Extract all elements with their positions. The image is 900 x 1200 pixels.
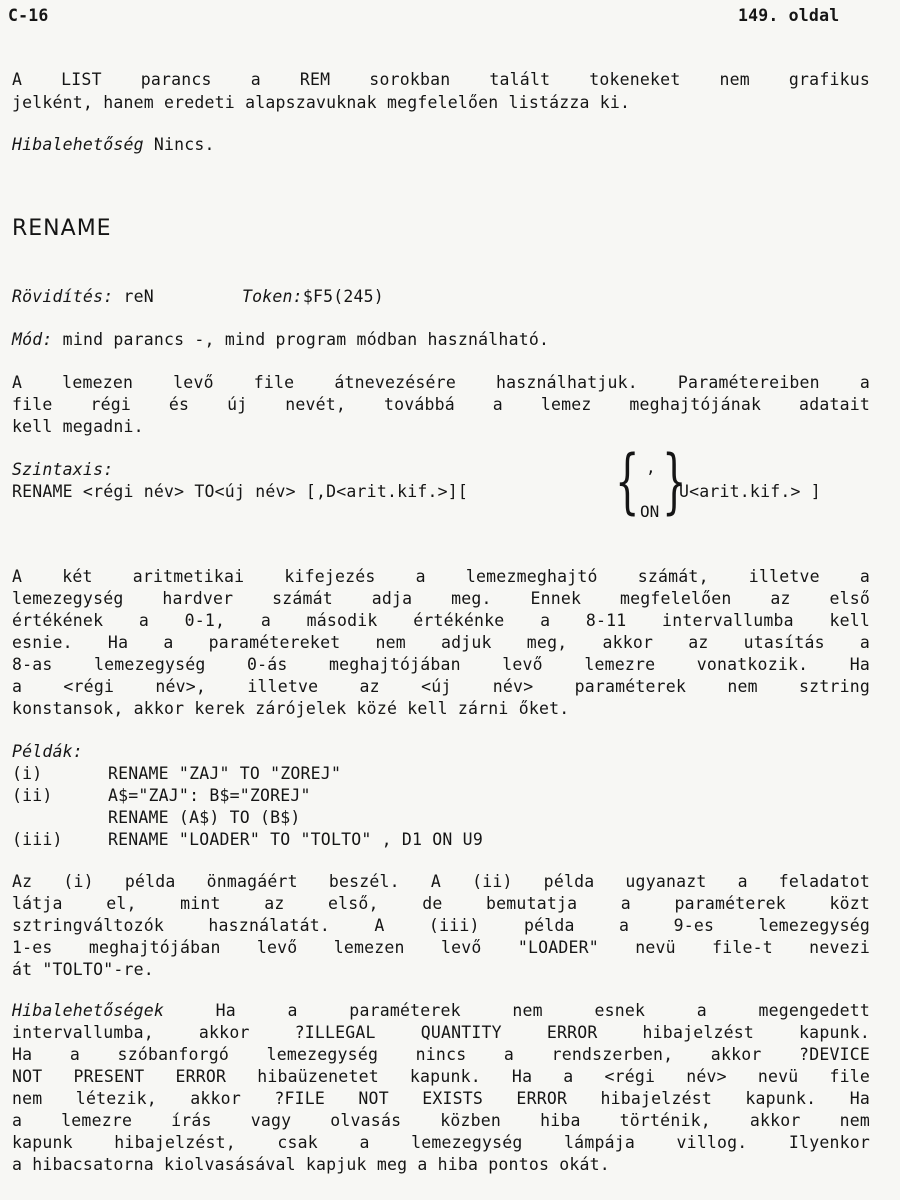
intro-line-2: file régi és új nevét, továbbá a lemez meghajtójának adatait	[12, 395, 870, 414]
examples-explain-line-3: sztringváltozók használatát. A (iii) példa a 9-es lemezegység	[12, 916, 870, 935]
errors-first-line: Ha a paraméterek nem esnek a megengedett	[164, 1001, 870, 1020]
errors-line-5: nem létezik, akkor ?FILE NOT EXISTS ERROR hibajelzést kapunk. Ha	[12, 1089, 870, 1108]
intro-line-1: A lemezen levő file átnevezésére használhatjuk. Paramétereiben a	[12, 373, 870, 392]
errors-line-3: Ha a szóbanforgó lemezegység nincs a rendszerben, akkor ?DEVICE	[12, 1045, 870, 1064]
errors-line-4: NOT PRESENT ERROR hibaüzenetet kapunk. Ha a <régi név> nevü file	[12, 1067, 870, 1086]
mode-label: Mód:	[12, 330, 53, 349]
page-number: 149. oldal	[738, 6, 840, 25]
list-errors-label: Hibalehetőség	[12, 135, 144, 154]
explain-line-7: konstansok, akkor kerek zárójelek közé kell zárni őket.	[12, 699, 570, 718]
abbrev-line	[12, 287, 154, 307]
errors-line-7: kapunk hibajelzést, csak a lemezegység lámpája villog. Ilyenkor	[12, 1133, 870, 1152]
syntax-left: RENAME <régi név> TO<új név> [,D<arit.kif.>][	[12, 482, 469, 501]
example-num: (i)	[12, 764, 43, 783]
example-num: (ii)	[12, 786, 53, 805]
example-code: RENAME (A$) TO (B$)	[108, 808, 301, 827]
errors-line-8: a hibacsatorna kiolvasásával kapjuk meg a hiba pontos okát.	[12, 1155, 610, 1174]
page-code: C-16	[8, 6, 49, 25]
examples-label: Példák:	[12, 742, 83, 761]
explain-line-2: lemezegység hardver számát adja meg. Ennek megfelelően az első	[12, 589, 870, 608]
token-label: Token:	[242, 287, 303, 306]
mode-line	[12, 330, 549, 350]
examples-explain-line-2: látja el, mint az első, de bemutatja a paraméterek közt	[12, 894, 870, 913]
errors-line-2: intervallumba, akkor ?ILLEGAL QUANTITY ERROR hibajelzést kapunk.	[12, 1023, 870, 1042]
syntax-label: Szintaxis:	[12, 460, 114, 479]
abbrev-label: Rövidítés:	[12, 287, 114, 306]
example-num: (iii)	[12, 830, 63, 849]
explain-line-1: A két aritmetikai kifejezés a lemezmeghajtó számát, illetve a	[12, 567, 870, 586]
abbrev-value: reN	[113, 287, 154, 306]
errors-line-6: a lemezre írás vagy olvasás közben hiba történik, akkor nem	[12, 1111, 870, 1130]
token-value: $F5(245)	[302, 287, 384, 306]
examples-explain-line-1: Az (i) példa önmagáért beszél. A (ii) példa ugyanazt a feladatot	[12, 872, 870, 891]
section-title: RENAME	[12, 216, 112, 241]
syntax-option-bottom: ON	[640, 502, 660, 521]
syntax-left-brace: {	[615, 440, 640, 522]
list-para-line-1: A LIST parancs a REM sorokban talált tokeneket nem grafikus	[12, 70, 870, 89]
list-para-line-2: jelként, hanem eredeti alapszavuknak megfelelően listázza ki.	[12, 93, 631, 112]
examples-explain-line-5: át "TOLTO"-re.	[12, 960, 154, 979]
explain-line-5: 8-as lemezegység 0-ás meghajtójában levő lemezre vonatkozik. Ha	[12, 655, 870, 674]
intro-line-3: kell megadni.	[12, 417, 144, 436]
mode-value: mind parancs -, mind program módban használható.	[52, 330, 550, 349]
explain-line-6: a <régi név>, illetve az <új név> paraméterek nem sztring	[12, 677, 870, 696]
explain-line-3: értékének a 0-1, a második értékénke a 8-11 intervallumba kell	[12, 611, 870, 630]
explain-line-4: esnie. Ha a paramétereket nem adjuk meg, akkor az utasítás a	[12, 633, 870, 652]
list-errors-text: Nincs.	[143, 135, 215, 154]
example-code: A$="ZAJ": B$="ZOREJ"	[108, 786, 311, 805]
syntax-right: U<arit.kif.> ]	[679, 482, 821, 501]
errors-line-1	[12, 1001, 870, 1021]
syntax-option-top: ,	[646, 458, 656, 477]
errors-label: Hibalehetőségek	[12, 1001, 165, 1020]
token-line	[242, 287, 384, 307]
syntax-right-brace: }	[662, 440, 687, 522]
examples-explain-line-4: 1-es meghajtójában levő lemezen levő "LOADER" nevü file-t nevezi	[12, 938, 870, 957]
example-code: RENAME "LOADER" TO "TOLTO" , D1 ON U9	[108, 830, 483, 849]
list-errors	[12, 135, 215, 155]
example-code: RENAME "ZAJ" TO "ZOREJ"	[108, 764, 342, 783]
